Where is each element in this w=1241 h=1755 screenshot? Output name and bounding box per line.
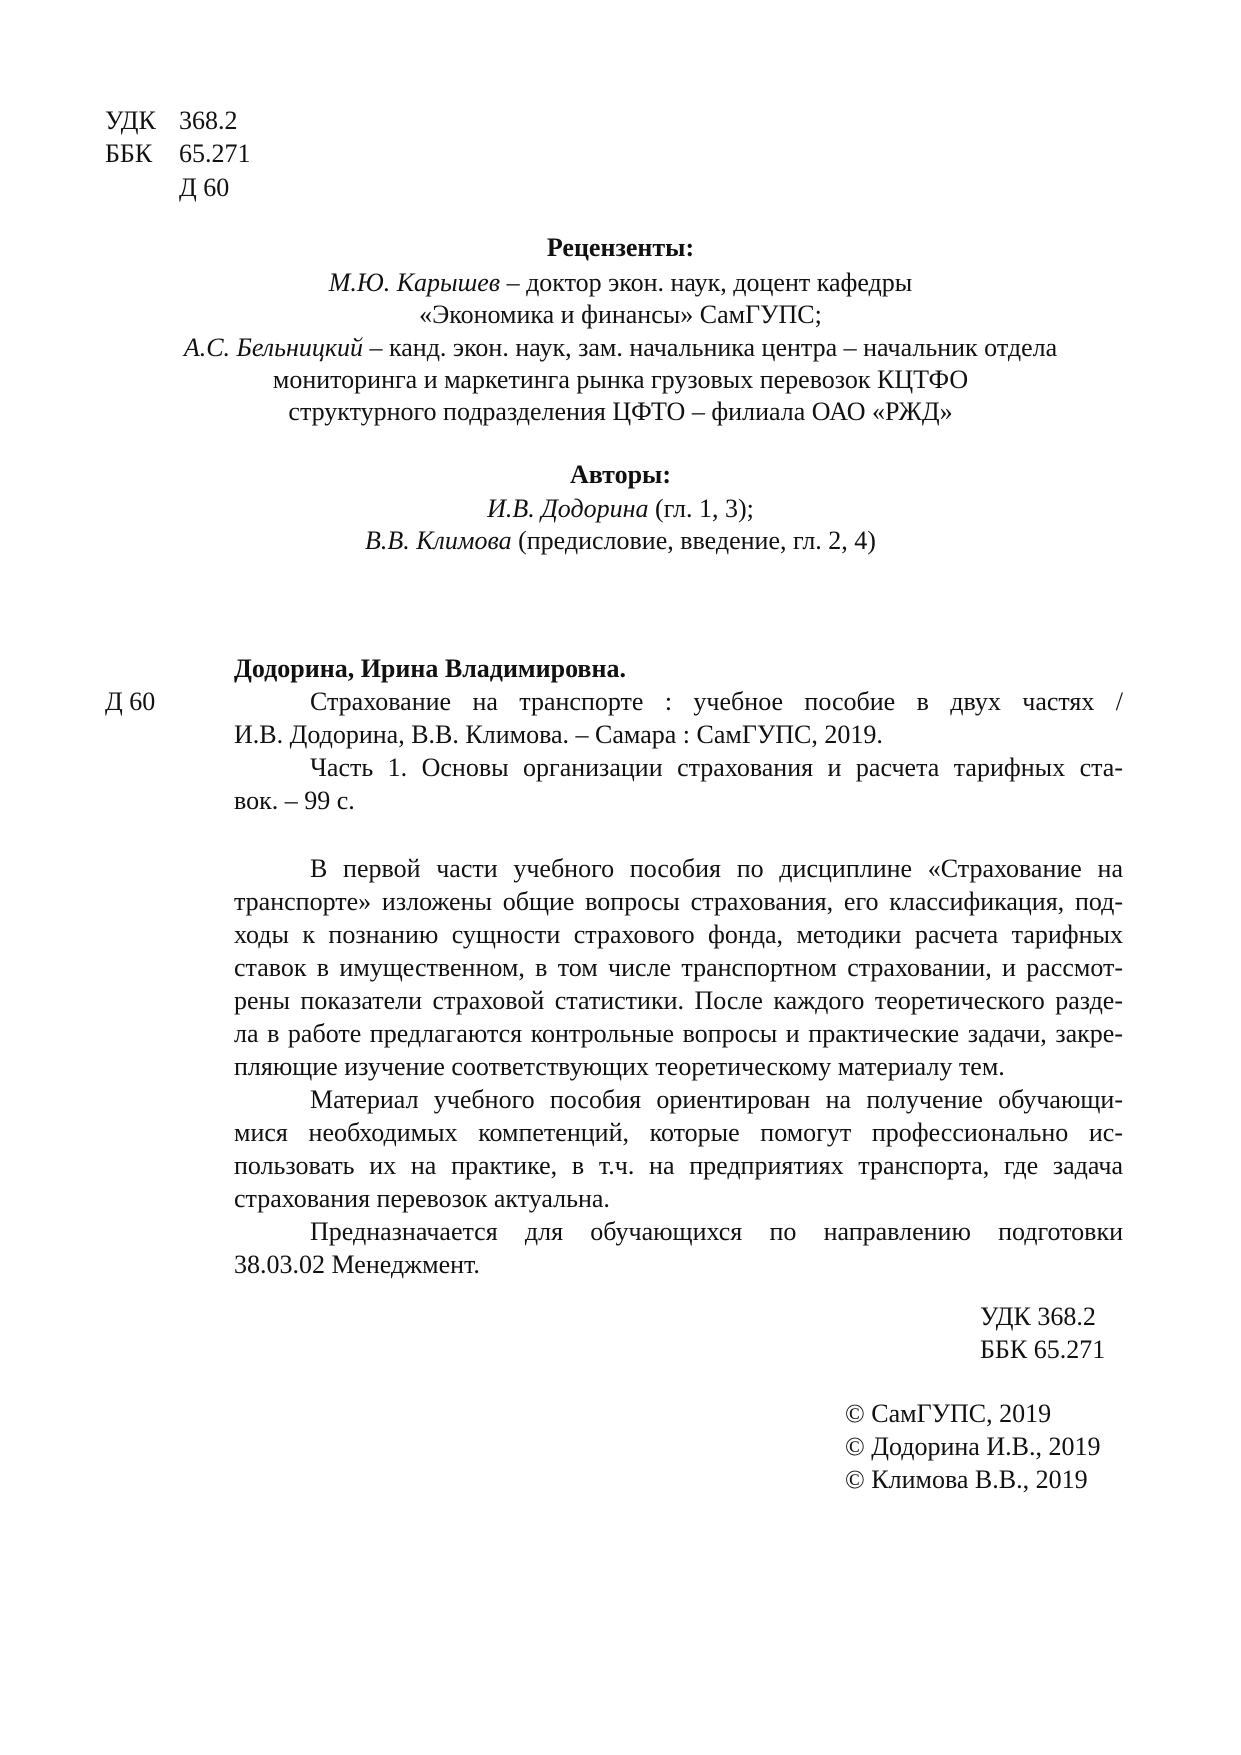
reviewer-2-title: – канд. экон. наук, зам. начальника центра – начальник отдела: [369, 333, 1058, 362]
abstract-p2-line: Материал учебного пособия ориентирован на получение обучающи-: [310, 1085, 1123, 1114]
footer-bbk: ББК 65.271: [980, 1335, 1106, 1364]
bbk-value: 65.271: [179, 139, 251, 168]
author-1-line: [0, 491, 1241, 526]
abstract-p1-line: ходы к познанию сущности страхового фонда, методики расчета тарифных: [234, 920, 1123, 949]
abstract-p1-line: пляющие изучение соответствующих теоретическому материалу тем.: [234, 1052, 1005, 1081]
abstract-p2-line: мися необходимых компетенций, которые помогут профессионально ис-: [234, 1118, 1123, 1147]
reviewer-1-line-1: [0, 265, 1241, 300]
footer-udk: УДК 368.2: [980, 1302, 1096, 1331]
udk-label: УДК: [105, 106, 156, 135]
abstract-p1-line: В первой части учебного пособия по дисциплине «Страхование на: [310, 854, 1123, 883]
author-2-name: В.В. Климова: [365, 526, 512, 555]
abstract-p3-line: 38.03.02 Менеджмент.: [234, 1250, 480, 1279]
author-1-name: И.В. Додорина: [487, 494, 649, 523]
author-mark: Д 60: [179, 173, 230, 202]
reviewer-1-name: М.Ю. Карышев: [328, 268, 501, 297]
bib-line-2: И.В. Додорина, В.В. Климова. – Самара : СамГУПС, 2019.: [234, 720, 883, 749]
abstract-p1-line: ставок в имущественном, в том числе транспортном страховании, и рассмот-: [234, 953, 1123, 982]
copyright-line: © Климова В.В., 2019: [845, 1465, 1088, 1494]
author-2-role: (предисловие, введение, гл. 2, 4): [518, 526, 876, 555]
reviewers-heading: Рецензенты:: [546, 233, 695, 262]
reviewer-1-line-2: «Экономика и финансы» СамГУПС;: [419, 300, 822, 329]
reviewer-2-name: А.С. Бельницкий: [183, 333, 364, 362]
reviewer-2-line-1: [0, 330, 1241, 365]
bbk-label: ББК: [105, 139, 153, 168]
author-1-role: (гл. 1, 3);: [655, 494, 754, 523]
abstract-p1-line: рены показатели страховой статистики. После каждого теоретического разде-: [234, 986, 1123, 1015]
main-author: Додорина, Ирина Владимировна.: [234, 654, 626, 683]
bib-line-4: вок. – 99 с.: [234, 786, 355, 815]
abstract-p2-line: страхования перевозок актуальна.: [234, 1184, 610, 1213]
bib-line-3: Часть 1. Основы организации страхования и расчета тарифных ста-: [310, 753, 1123, 782]
abstract-p1-line: транспорте» изложены общие вопросы страхования, его классификация, под-: [234, 887, 1123, 916]
udk-value: 368.2: [179, 106, 238, 135]
author-2-line: [0, 523, 1241, 558]
copyright-line: © СамГУПС, 2019: [845, 1399, 1052, 1428]
abstract-p3-line: Предназначается для обучающихся по направлению подготовки: [310, 1217, 1123, 1246]
copyright-line: © Додорина И.В., 2019: [845, 1432, 1101, 1461]
udk-line: [105, 103, 238, 138]
bib-line-1: Страхование на транспорте : учебное пособие в двух частях /: [310, 687, 1123, 716]
reviewer-1-title: – доктор экон. наук, доцент кафедры: [506, 268, 913, 297]
bib-mark: Д 60: [105, 687, 156, 716]
abstract-p1-line: ла в работе предлагаются контрольные вопросы и практические задачи, закре-: [234, 1019, 1123, 1048]
reviewer-2-line-3: структурного подразделения ЦФТО – филиала ОАО «РЖД»: [288, 397, 953, 426]
bbk-line: [105, 136, 251, 171]
authors-heading: Авторы:: [569, 460, 672, 489]
abstract-p2-line: пользовать их на практике, в т.ч. на предприятиях транспорта, где задача: [234, 1151, 1123, 1180]
reviewer-2-line-2: мониторинга и маркетинга рынка грузовых перевозок КЦТФО: [272, 365, 969, 394]
